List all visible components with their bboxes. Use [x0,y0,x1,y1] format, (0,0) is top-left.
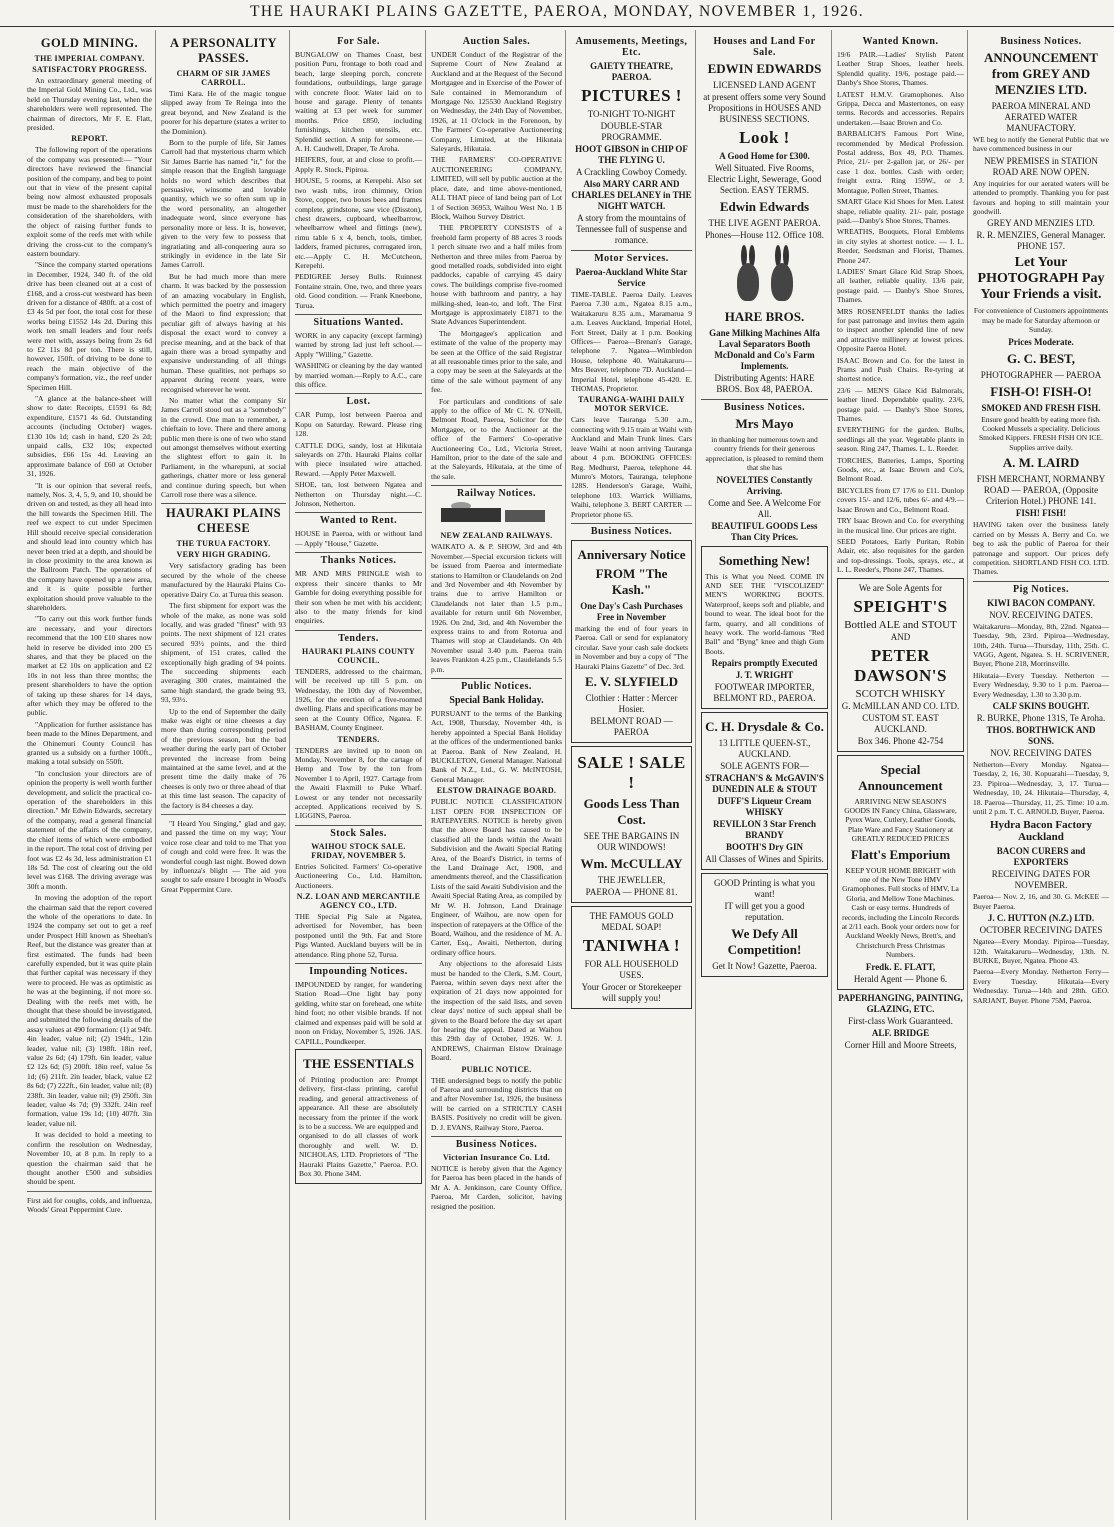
am-laird: A. M. LAIRD [1002,455,1080,471]
classified-ad: CATTLE DOG, sandy, lost at Hikutaia saleyards on 27th. Hauraki Plains collar with piece insulated wire attached. Reward. —Apply Peter Maxwell. [295,440,422,478]
drysdale-title: C. H. Drysdale & Co. [705,719,824,735]
classified-ad: BUNGALOW on Thames Coast, best position Puru, frontage to both road and beach, large sleeping porch, concrete foundations, outbuildings, large garage with concrete floor. Water laid on to house and garage. Plenty of tenants waiting at £3 per week for summer months. Price £850, including furnishings, kitchen utensils, etc. Splendid section. A snip for someone.—A. H. Caudwell, Draper, Te Aroha. [295,50,422,154]
nz-loan-title: N.Z. LOAN AND MERCANTILE AGENCY CO., LTD. [296,892,421,911]
column-gold-mining [24,30,156,1520]
film-1-desc: A Crackling Cowboy Comedy. [576,167,687,177]
photograph-title: Let Your PHOTOGRAPH Pay Your Friends a visit. [977,255,1105,303]
train-illustration [431,502,562,528]
public-notice: PURSUANT to the terms of the Banking Act, 1908, Thursday, November 4th, is hereby appointed a Special Bank Holiday at the offices of the undermentioned banks at Paeroa. Bank of New Zealand, H. BUCKLETON, General Manager. National Bank of N.Z., Ltd., G. W. McINTOSH, General Manager. [431,708,562,784]
tauranga-title: TAURANGA-WAIHI DAILY MOTOR SERVICE. [578,395,685,414]
public-notice: Any objections to the aforesaid Lists must be handed to the Clerk, S.M. Court, Paeroa, within seven days next after the expiration of 21 days now appointed for the inspection of the said lists, and seven clear days' notice of such appeal shall be given to the Board before the day set apart for hearing the appeal. Dated at Waihou this 29th day of October, 1926. W. J. ANDREWS, Chairman Elstow Drainage Board. [431,959,562,1063]
edwin-edwards-title: EDWIN EDWARDS [707,61,822,76]
for-sale-heading: For Sale. [337,36,380,47]
film-1: HOOT GIBSON in CHIP OF THE FLYING U. [575,144,688,165]
gc-best: G. C. BEST, [1006,350,1076,366]
hydra-dates: RECEIVING DATES FOR NOVEMBER. [991,869,1091,891]
hydra-schedule: Paeroa— Nov. 2, 16, and 30. G. McKEE — Buyer Paeroa. [973,892,1109,911]
paragraph: Born to the purple of life, Sir James Carroll had that mysterious charm which Sir James Barrie has named "it," for the simple reason that the English language holds no word which describes that persuasive, winsome and lovable quantity, which we so often sum up in the word personality, an altogether inadequate word, since everyone has personality more or less. It is, however, given to the very few to possess that ingratiating and all-conquering aura so strikingly in evidence in the late Sir James Carroll. [161,138,286,270]
box-phone: Box 346. Phone 42-754 [857,735,944,746]
mccullay-name: Wm. McCULLAY [580,855,683,871]
speights-title: SPEIGHT'S [853,596,948,616]
progress-subheading: SATISFACTORY PROGRESS. [32,65,147,74]
taniwha-box [571,906,692,1009]
sole-agents-for: We are Sole Agents for [858,582,943,593]
auction-notice: The Mortgagee's application and estimate of the value of the property may be seen at the Office of the said Registrar at all reasonable times prior to the sale, and a copy may be seen at the Saleyards at the time of the sale without payment of any fee. [431,328,562,395]
wanted-ad: LADIES' Smart Glace Kid Strap Shoes, all leather, reliable quality. 13/6 pair, postage paid. — Danby's Shoe Stores, Thames. [837,266,964,305]
wanted-rent-heading: Wanted to Rent. [295,512,422,526]
auction-notice: THE PROPERTY CONSISTS of a freehold farm property of 88 acres 3 roods 1 perch situate two and a half miles from Netherton and three miles from Paeroa by good metalled roads, subdivided into eight paddocks, capable of carrying 45 dairy cows. The buildings comprise five-roomed house with bathroom and pantry, a hay milking-shed, lean-to, and loft. The First Mortgage is approximately £1871 to the State Advances Superintendent. [431,223,562,327]
fish-text: Ensure good health by eating more fish. Cooked Mussels a speciality. Delicious Smoked Kippers. FRESH FISH ON ICE. Supplies arrive daily. [979,414,1103,452]
and-line: AND [890,631,911,642]
boots-text: This is What you Need. COME IN AND SEE THE "VISCOLIZED" MEN'S WORKING BOOTS. Waterproof, keeps soft and pliable, and bound to wear. The ideal boot for the farm, quarry, and all conditions of heavy work. The world-famous "Red Ball" and "Byng" knee and thigh Gum Boots. [705,571,824,656]
column-personality [158,30,290,1520]
classified-ad: TENDERS are invited up to noon on Monday, November 8, for the cartage of Hemp and Tow by the ton from November 1 to April, 1927. Cartage from the Awaiti Flaxmill to Puke Wharf. Lowest or any tender not necessarily accepted. Applications received by S. LIGGINS, Paeroa. [295,745,422,821]
column-auctions [428,30,566,1520]
wanted-known-heading: Wanted Known. [862,36,939,47]
classified-ad: MR AND MRS PRINGLE wish to express their sincere thanks to Mr Gamble for doing everything possible for their son when he met with his accident; also to the many friends for kind enquiries. [295,569,422,626]
hares-illustration [701,245,828,305]
wanted-ad: SMART Glace Kid Shoes for Men. Latest shape, reliable quality. 21/- pair, postage paid.—Danby's Shoe Stores, Thames. [837,197,964,225]
alf-bridge: ALF. BRIDGE [871,1027,930,1038]
paragraph: "In conclusion your directors are of opinion the property is well worth further development, and solicit the practical co-operation of the shareholders in this direction." Mr Edwin Edwards, secretary of the company, read a general financial statement of the affairs of the company, the chief items of which were embodied in the report. The total cost of driving per foot was £2 4s 3d, less administration £1 18s 5d. The cost of clearing out the old level was £168. The driving average was 30ft a month. [27,768,152,891]
prices-moderate: Prices Moderate. [1008,336,1074,347]
fish-o: FISH-O! FISH-O! [990,383,1092,399]
beautiful-goods: BEAUTIFUL GOODS Less Than City Prices. [711,520,818,542]
sale-title: SALE ! SALE ! [577,752,686,792]
public-notice-title: PUBLIC NOTICE. [461,1064,532,1074]
custom-street: CUSTOM ST. EAST AUCKLAND. [862,712,939,734]
film-2-desc: A story from the mountains of Tennessee full of suspense and romance. [576,213,687,245]
special-announcement: Special Announcement [858,761,943,793]
paragraph: "A glance at the balance-sheet will show to date: Receipts, £1591 6s 8d; expenditure, £1571 4s 6d. Outstanding accounts (including October) wages, £130 10s 1d; cash in hand, £20 2s 2d; unpaid calls, £32 10s; expected subsidies, £66 15s 4d. Leaving an approximate balance of £60 at October 31, 1926. [27,394,152,479]
elstow-title: ELSTOW DRAINAGE BOARD. [436,786,557,796]
sale-box [571,746,692,903]
slyfield-trades: Clothier : Hatter : Mercer Hosier. [585,692,678,714]
business-heading: Business Notices. [571,523,692,537]
classified-ad: Entries Solicited. Farmers' Co-operative Auctioneering Co., Ltd. Hamilton, Auctioneers. [295,861,422,890]
grading-subheading: VERY HIGH GRADING. [176,550,271,560]
hutton: J. C. HUTTON (N.Z.) LTD. [987,913,1095,924]
pictures-title: PICTURES ! [581,86,682,105]
sale-windows: SEE THE BARGAINS IN OUR WINDOWS! [583,830,680,852]
peppermint-poem: "I Heard You Singing," glad and gay, and passed the time on my way; Your voice rose clear and told to me That you of cough and cold were free. It was the wonderful cough last night. Bowed down by influenza's blight — The aid you sought to safe ensure I brought in Wood's Great Peppermint Cure. [161,819,286,894]
hutton-dates: OCTOBER RECEIVING DATES [979,925,1103,936]
classified-ad: TENDERS, addressed to the chairman, will be received up till 5 p.m. on Wednesday, the 10th day of November, 1926, for the erection of a five-roomed dwelling. Plans and specifications may be seen at the County Office, Ngatea. F. BASHAM, County Engineer. [295,666,422,733]
gaiety-theatre: GAIETY THEATRE, PAEROA. [590,61,673,82]
anniversary-text: marking the end of four years in Paeroa. Call or send for explanatory circular. Save your cash sale dockets in November and buy a copy of "The Hauraki Plains Gazette" of Dec. 3rd. [575,623,688,671]
paragraph: An extraordinary general meeting of the Imperial Gold Mining Co., Ltd., was held on Thursday evening last, when the shareholders were well represented. The chairman of directors, Mr F. E. Flatt, presided. [27,76,152,133]
photo-text: For convenience of Customers appointments may be made for Saturday afternoon or Sunday. [973,306,1109,335]
slyfield-address: BELMONT ROAD — PAEROA [590,715,673,737]
classified-ad: SHOE, tan, lost between Ngatea and Netherton on Thursday night.—C. Johnson, Netherton. [295,480,422,509]
paragraph: Up to the end of September the daily make was eight or nine cheeses a day more than during corresponding period of the previous season, but the bad weather during the early part of October prevented the increase from being maintained at the same level, and at the present time the daily make of 76 cheeses is only two or three ahead of that at this time last season. The capacity of the factory is 84 cheeses a day. [161,706,286,810]
classified-ad: CAR Pump, lost between Paeroa and Kopu on Saturday. Reward. Please ring 128. [295,410,422,439]
first-class: First-class Work Guaranteed. [848,1015,953,1026]
sole-agents: SOLE AGENTS FOR— [720,761,809,772]
timetable: TIME-TABLE. Paeroa Daily. Leaves Paeroa 7.30 a.m., Ngatea 8.15 a.m., Waitakaruru 8.35 a.m., Maramarua 9 a.m. Leaves Auckland, Imperial Hotel, Fort Street, Daily at 1 p.m. Booking Offices— Paeroa—Brenan's Garage, telephone 7. Ngatea—Wimbledon House, telephone 40. Waitakaruru—Mrs Beaver, telephone 7D. Auckland—Imperial Hotel, telephone 45-420. E. THOMAS, Proprietor. [571,290,692,394]
stock-sales-heading: Stock Sales. [295,825,422,839]
paragraph: "Since the company started operations in December, 1924, 340 ft. of the old drive has been cleaned out at a cost of £168, and a cross-cut westward has been driven for a distance of 480ft. at a cost of £3 4s 5d per foot, the total cost for these works being £1552 14s 2d. During this work ten small leaders and four reefs were met with, assays being from 2s 6d to £2 11s 8d per ton. There is still, however, 150ft. of driving to be done to reach the main objective of the company's formation, viz., the reef under Specimen Hill. [27,260,152,392]
new-premises: NEW PREMISES in STATION ROAD ARE NOW OPEN. [984,155,1098,177]
anniversary-box [571,540,692,743]
pig-notices-heading: Pig Notices. [973,581,1109,595]
flatts-emporium: Flatt's Emporium [850,846,951,862]
railway-heading: Railway Notices. [431,485,562,499]
wanted-ad: EVERYTHING for the garden. Bulbs, seedlings all the year. Vegetable plants in season. Ring 247, Thames. L. L. Reeder. [837,425,964,454]
free-purchases: One Day's Cash Purchases Free in November [580,600,683,622]
classified-ad: WORK in any capacity (except farming) wanted by strong lad just left school.—Apply "Willing," Gazette. [295,330,422,359]
defy-competition: We Defy All Competition! [727,926,802,958]
mayo-text: in thanking her numerous town and country friends for their generous appreciation, is pleased to remind them that she has [705,435,824,473]
classified-ad: HOUSE in Paeroa, with or without land — Apply "House," Gazette. [295,529,422,548]
fish-fish: FISH! FISH! [1015,508,1067,519]
paragraph: Timi Kara. He of the magic tongue slipped away from Te Reinga into the great beyond, and New Zealand is the poorer for his departure (states a writer to the Dominion). [161,89,286,136]
public-notice: THE undersigned begs to notify the public of Paeroa and surrounding districts that on and after November 1st, 1926, the business will be carried on a STRICTLY CASH BASIS. Positively no credit will be given. D. J. EVANS, Railway Store, Paeroa. [431,1075,562,1132]
turua-subheading: THE TURUA FACTORY. [176,539,271,549]
get-it-now: Get It Now! Gazette, Paeroa. [712,961,817,972]
come-and-see: Come and See. A Welcome For All. [708,497,821,519]
grey-menzies-sign: GREY AND MENZIES LTD. [987,218,1095,229]
report-subheading: REPORT. [71,134,108,144]
divider [27,1191,152,1192]
tenders-title: TENDERS. [337,734,380,744]
paragraph: The following report of the operations of the company was presented:— "Your directors have reviewed the financial position of the company, and beg to point out that in view of the present capital being now almost exhausted proposals must be made to the shareholders for the consideration of the shareholders, with the object of raising further funds to exploit some of the reefs met with while driving the cross-cut to the company's eastern boundary. [27,145,152,258]
land-agent: LICENSED LAND AGENT [713,80,816,90]
speights-box [837,578,964,752]
anniversary-title: Anniversary Notice [577,546,686,562]
business-notice: NOTICE is hereby given that the Agency for Paeroa has been placed in the hands of Mr A. A. Jenkinson, care County Office, Paeroa, Mr Carden, solicitor, having resigned the position. [431,1164,562,1211]
duffs: DUFF'S Liqueur Cream WHISKY [717,796,812,818]
thanks-heading: Thanks Notices. [295,552,422,566]
flatt-box [837,755,964,990]
auction-notice: For particulars and conditions of sale apply to the office of Mr C. N. O'Neill, Belmont Road, Paeroa, Solicitor for the Mortgagee, or to the Auctioneer at the office of the Farmers' Co-operative Auctioneering Co., Ltd., Victoria Street, Hamilton, prior to the date of the sale and at the Saleyards, Hikutaia, at the time of the sale. [431,396,562,481]
household-line: FOR ALL HOUSEHOLD USES. [584,958,679,980]
good-printing: GOOD Printing is what you want! [714,878,815,900]
grocer-line: Your Grocer or Storekeeper will supply you! [581,981,682,1003]
classified-ad: IMPOUNDED by ranger, for wandering Station Road—One light bay pony gelding, white star on forehead, one white hind foot; no other visible brands. If not claimed and expenses paid will be sold at noon on Friday, November 5, 1926. JAS. CAPILL, Poundkeeper. [295,980,422,1046]
borthwick-schedule: Netherton—Every Monday. Ngatea—Tuesday, 2, 16, 30. Kopuarahi—Tuesday, 9, 23. Pipiroa—Wednesday, 3, 17. Turua—Wednesday, 10, 24. Hikutaia—Thursday, 4, 18. Paeroa—Thursday, 11, 25. Time: 10 a.m. until 2 p.m. T. C. ARNOLD, Buyer, Paeroa. [973,759,1109,816]
white-star-title: Paeroa-Auckland White Star Service [575,267,688,288]
mrs-mayo-title: Mrs Mayo [735,416,794,431]
bank-holiday-title: Special Bank Holiday. [449,694,544,706]
gramophone-text: KEEP YOUR HOME BRIGHT with one of the New Tone HMV Gramophones. Full stocks of HMV, La Gloria, and Mellow Tone Machines. Cash or easy terms. Hundreds of records, including the Lincoln Records at 2/11 each. Book your orders now for Auckland Weekly News, Brett's, and Christchurch Press Christmas Numbers. [841,865,960,960]
home-details: Well Situated. Five Rooms, Electric Light, Sewerage, Good Section. EASY TERMS. [707,163,822,195]
nz-railways-title: NEW ZEALAND RAILWAYS. [440,531,553,541]
wanted-ad: TORCHES, Batteries, Lamps, Sporting Goods, etc., at Isaac Brown and Co's, Belmont Road. [837,455,964,484]
masthead: THE HAURAKI PLAINS GAZETTE, PAEROA, MONDAY, NOVEMBER 1, 1926. [0,0,1114,27]
kiwi-schedule: Waitakaruru—Monday, 8th, 22nd. Ngatea—Tuesday, 9th, 23rd. Pipiroa—Wednesday, 10th, 24th. Turua—Thursday, 11th, 25th. C. VAGG, Agent, Ngatea. S. H. SCRIVENER, Buyer, Phone 218, Morrinsville. [973,621,1109,669]
classified-ad: PEDIGREE Jersey Bulls. Ruinnest Fontaine strain. One, two, and three years old. Good condition. — Frank Kneebone, Turua. [295,272,422,310]
paragraph: No matter what the company Sir James Carroll stood out as a "somebody" in the crowd. One man to remember, a chieftain to love. There and there among public men there is one of two who stand out amongst themselves without exerting the slightest effort to gain it. In Parliament, in the wharepuni, at social gatherings, chatter more or less general and continue during speech, but when Carroll rose there was a silence. [161,396,286,500]
flatt-name: Fredk. E. FLATT, [865,961,936,972]
dawsons-title: PETER DAWSON'S [854,645,947,685]
programme-line: DOUBLE-STAR PROGRAMME. [600,121,663,142]
printing-box [701,873,828,977]
kiwi-schedule-2: Hikutaia—Every Tuesday. Netherton — Every Wednesday, 9.30 to 1 p.m. Paeroa—Every Wednesday, 1.30 to 3.30 p.m. [973,670,1109,699]
taniwha-title: TANIWHA ! [582,935,681,955]
amusements-heading: Amusements, Meetings, Etc. [575,36,688,58]
classified-ad: HOUSE, 5 rooms, at Kerepehi. Also set two wash tubs, iron chimney, Orion Stove, copper, two boxes bees and frames complete, grindstone, saw vice (Disston), chest drawers, cupboard, wheelbarrow, wheelbarrow wheel and fittings (new), rimu table 6 x 4, bench, tools, timber, ladders, framed pictures, corrugated iron, etc.—Apply C. H. McCutcheon, Kerepehi. [295,176,422,270]
herald-agent: Herald Agent — Phone 6. [853,973,948,984]
borthwick: THOS. BORTHWICK AND SONS. [986,724,1096,746]
classified-ad: HEIFERS, four, at and close to profit.—Apply R. Stock, Pipiroa. [295,155,422,174]
essentials-title: THE ESSENTIALS [303,1055,414,1071]
novelties: NOVELTIES Constantly Arriving. [716,474,813,496]
hutton-schedule-2: Paeroa—Every Monday. Netherton Ferry—Every Tuesday. Hikutaia—Every Wednesday. Turua—14th and 28th. GEO. SARJANT, Buyer. Phone 75M, Paeroa. [973,967,1109,1005]
wright-box [701,546,828,710]
paragraph: It was decided to hold a meeting to confirm the resolution on Wednesday, November 10, at 8 p.m. In reply to a question the chairman said that he thought another £500 and subsidies should be spent. [27,1130,152,1187]
aerated-water: PAEROA MINERAL AND AERATED WATER MANUFACTORY. [991,101,1091,133]
hare-products: Gane Milking Machines Alfa Laval Separators Booth McDonald and Co's Farm Implements. [709,328,820,371]
business-heading: Business Notices. [1000,36,1082,47]
good-home: A Good Home for £300. [719,151,810,161]
cheese-heading: HAURAKI PLAINS CHEESE [161,503,286,536]
propositions: at present offers some very Sound Propositions in HOUSES AND BUSINESS SECTIONS. [703,92,826,124]
lost-heading: Lost. [295,393,422,407]
printing-ad-box [295,1049,422,1184]
photographer: PHOTOGRAPHER — PAEROA [980,369,1102,380]
tonight-line: TO-NIGHT TO-NIGHT [587,109,676,119]
wright-address: FOOTWEAR IMPORTER, BELMONT RD., PAEROA. [713,682,816,704]
peppermint-cure-ad: First aid for coughs, colds, and influenza, Woods' Great Peppermint Cure. [27,1195,152,1215]
look-title: Look ! [739,128,790,147]
waihou-sale-title: WAIHOU STOCK SALE. FRIDAY, NOVEMBER 5. [311,841,406,860]
slyfield-name: E. V. SLYFIELD [585,673,678,689]
wright-name: J. T. WRIGHT [735,670,794,681]
drysdale-box [701,712,828,870]
bacon-curers: BACON CURERS and EXPORTERS [996,846,1086,868]
column-land [698,30,832,1520]
paperhanging: PAPERHANGING, PAINTING, GLAZING, ETC. [838,992,963,1014]
wines: All Classes of Wines and Spirits. [705,854,824,865]
column-classifieds [292,30,426,1520]
scotch-whisky: SCOTCH WHISKY [855,687,946,700]
jeweller-phone: PAEROA — PHONE 81. [585,886,678,897]
ale-stout: Bottled ALE and STOUT [844,618,957,631]
borthwick-dates: NOV. RECEIVING DATES [990,747,1092,758]
wanted-ad: BARBALICH'S Famous Port Wine, recommended by Medical Profession. Postal address, Box 49, P.O. Thames. Price, 21/- per 2-gallon jar, or 26/- per case 1 doz. bottles. Cash with order; freight extra. Ring 159W., or J. Montague, Pollen Street, Thames. [837,129,964,195]
imperial-company-subheading: THE IMPERIAL COMPANY. [34,54,145,63]
wanted-ad: WREATHS, Bouquets, Floral Emblems in city styles at shortest notice. — I. L. Reeder, Seedsman and Florist, Thames. Phone 247. [837,227,964,265]
paragraph: Very satisfactory grading has been secured by the whole of the cheese manufactured by the Hauraki Plains Co-operative Dairy Co. at Turua this season. [161,561,286,599]
grey-menzies-announcement: ANNOUNCEMENT from GREY AND MENZIES LTD. [983,50,1099,97]
gold-mining-heading: GOLD MINING. [40,36,139,50]
notify-text: WE beg to notify the General Public that we have commenced business in our [973,135,1109,154]
column-wanted [834,30,968,1520]
edwin-edwards-name: Edwin Edwards [719,199,810,214]
business-heading: Business Notices. [431,1136,562,1150]
carroll-subheading: CHARM OF SIR JAMES CARROLL. [176,69,271,87]
victorian-insurance-title: Victorian Insurance Co. Ltd. [443,1153,550,1163]
strachans: STRACHAN'S & McGAVIN'S DUNEDIN ALE & STOUT [705,773,824,795]
drysdale-address: 13 LITTLE QUEEN-ST., AUCKLAND. [718,738,811,760]
corner-streets: Corner Hill and Moore Streets, [844,1039,957,1050]
wanted-ad: MRS ROSENFELDT thanks the ladies for past patronage and invites them again to inspect another splendid line of new and attractive millinery at lowest prices. Opposite Paeroa Hotel. [837,306,964,354]
soap-line: THE FAMOUS GOLD MEDAL SOAP! [589,910,674,932]
business-heading: Business Notices. [701,399,828,413]
impounding-heading: Impounding Notices. [295,963,422,977]
public-notices-heading: Public Notices. [431,678,562,692]
situations-heading: Situations Wanted. [295,314,422,328]
jeweller: THE JEWELLER, [597,874,666,885]
timetable: Cars leave Tauranga 5.30 a.m., connecting with 9.15 train at Waihi with Auckland and Main Trunk lines. Cars leave Waihi at noon arriving Tauranga about 4 p.m. BOOKING OFFICES: Reg. Medhurst, Paeroa, telephone 44. Munro's Motors, Tauranga, telephone 128S. Henderson's Garage, Waihi, telephone 103. Warrick Williams, Waihi, telephone 3. BERT CARTER — Proprietor phone 65. [571,415,692,519]
kiwi-dates: NOV. RECEIVING DATES. [989,609,1093,620]
kiwi-bacon: KIWI BACON COMPANY. [987,597,1095,608]
hare-agents: Distributing Agents: HARE BROS. Box 48, PAEROA. [714,373,815,394]
burke: R. BURKE, Phone 131S, Te Aroha. [976,712,1106,723]
paragraph: The first shipment for export was the whole of the make, as none was sold locally, and was graded "finest" with 93 points. The next shipment of 121 crates secured 93½ points, and the third shipment, of 151 crates, called the exceptionally high grading of 94 points. The succeeding shipments each averaging 300 crates, maintained the same high standard, the grade being 93, 93, 93½. [161,601,286,705]
inquiries-text: Any inquiries for our aerated waters will be attended to promptly. Thanking you for past favours and hoping to still maintain your goodwill. [973,178,1109,217]
classified-ad: THE Special Pig Sale at Ngatea, advertised for November, has been postponed until the 9th. Fat and Store Pigs Wanted. Auckland buyers will be in attendance. Ring phone 52, Turua. [295,912,422,959]
hare-bros-title: HARE BROS. [724,309,805,324]
fish-merchant: FISH MERCHANT, NORMANBY ROAD — PAEROA, (Opposite Criterion Hotel.) PHONE 141. [976,474,1106,507]
auction-notice: UNDER Conduct of the Registrar of the Supreme Court of New Zealand at Auckland and at the Request of the Second Mortgagee and in Exercise of the Power of Sale contained in Memorandum of Mortgage No. 125530 Auckland Registry on Wednesday, the 24th Day of November, 1926, at 11 O'clock in the Forenoon, by The Farmers' Co-operative Auctioneering Company, Limited, at the Hikutaia Saleyards, Hikutaia. [431,50,562,154]
wanted-ad: 19/6 PAIR.—Ladies' Stylish Patent Leather Strap Shoes, leather heels. Splendid quality. 19/6, postage paid.—Danby's Shoe Stores, Thames. [837,50,964,88]
tenders-heading: Tenders. [295,630,422,644]
hydra-bacon: Hydra Bacon Factory Auckland [989,819,1093,844]
kash-title: FROM "The Kash." [595,565,668,597]
calf-skins: CALF SKINS BOUGHT. [992,700,1090,711]
film-2: Also MARY CARR AND CHARLES DELANEY in THE NIGHT WATCH. [571,179,692,211]
personality-heading: A PERSONALITY PASSES. [170,36,277,65]
column-amusements [568,30,696,1520]
shortland-text: HAVING taken over the business lately carried on by Messrs A. Berry and Co. we beg to ask the public of Paeroa for their patronage and support. Our prices defy competition. SHORTLAND FISH CO. LTD. Thames. [973,520,1109,577]
arriving-text: ARRIVING NEW SEASON'S GOODS IN Fancy China, Glassware, Pyrex Ware, Cutlery, Leather Goods, Plate Ware and Fancy Stationery at GREATLY REDUCED PRICES [844,796,957,844]
mcmillan-name: G. McMILLAN AND CO. LTD. [841,700,960,711]
wanted-ad: TRY Isaac Brown and Co. for everything in the musical line. Our prices are right. [837,516,964,535]
booths: BOOTH'S Dry GIN [725,842,803,853]
reputation: IT will get you a good reputation. [724,901,805,923]
paragraph: In moving the adoption of the report the chairman said that the report covered the whole of the operations to date. In 1924 the company set out to get a reef under Prospect Hill known as Sheehan's Reef, but the distance was greater than at first estimated. The funds had been carefully expended, but it was quite plain that further capital was necessary if they were to proceed. He was as optimistic as he was at the beginning, if not more so. Dealing with the reefs met with, he thought that these should be investigated, and submitted the following details of the assay values at 490 formation: (1) at 94ft. 4in leader, value nil; (2) 194ft., 12in leader, value nil; (3) 198ft. 18in reef, value 2s 6d; (4) 179ft. 6in leader, value £2 12s 6d; (5) 200ft. 18in reef, value 5s 1d; (6) 211ft. 2in leader, black, value £2 8s 6d; (7) 222ft., 6in leader, value nil; (8) 238ft. 3in leader, value nil; (9) 250ft. 3in leader, value 4s 7d; (9) 332ft. 24in reef formation, value 19s 1d; (10) 407ft. 3in leader, value nil. [27,893,152,1128]
hutton-schedule: Ngatea—Every Monday. Pipiroa—Tuesday, 12th. Waitakaruru—Wednesday, 13th. N. BURKE, Buyer, Ngatea. Phone 43. [973,937,1109,966]
paragraph: "It is our opinion that several reefs, namely, Nos. 3, 4, 5, 9, and 10, should be driven on and tested, as they all head into the hill towards the Specimen Hill. The reef we expect to cut under Specimen Hill should receive special consideration and should lead into country which has never been tried at a depth, and should be in close proximity to the area known as the Ballroom Patch. The operations of the company have opened up a new area, and it is quite possible further exploitation should prove valuable to the shareholders. [27,480,152,612]
houses-land-heading: Houses and Land For Sale. [713,36,816,58]
menzies-manager: R. R. MENZIES, General Manager. PHONE 157. [976,230,1106,252]
paragraph: "Application for further assistance has been made to the Mines Department, and the Ohinemuri County Council has granted us a subsidy on a further 100ft., making a total subsidy on 550ft. [27,719,152,767]
motor-heading: Motor Services. [571,250,692,264]
revillon: REVILLON 3 Star French BRANDY [713,819,816,841]
classified-ad: of Printing production are: Prompt delivery, first-class printing, careful reading, and general attractiveness of appearance. All these are absolutely necessary from the printer if the work is to be a success. We are equipped and organised to do all classes of work thoroughly and well. W. D. NICHOLAS, LTD. Proprietors of "The Hauraki Plains Gazette," Paeroa. P.O. Box 30. Phone 34M. [299,1074,418,1178]
divider [161,814,286,815]
wanted-ad: SEED Potatoes, Early Puritan, Robin Adair, etc. also requisites for the garden and top-dressings. Tools, sprays, etc., at L. L. Reeder's, Phone 247, Thames. [837,536,964,575]
agent-phones: Phones—House 112. Office 108. [705,230,824,240]
county-council-title: HAURAKI PLAINS COUNTY COUNCIL. [302,646,415,665]
paragraph: "To carry out this work further funds are necessary, and your directors recommend that the 100 £10 shares now held in reserve be divided into 200 £5 shares, and that they be placed on the market at £2 10s on application and £2 10s in not less than three months; the present shareholders to have the option of taking up these shares for 14 days, after which they may be offered to the public. [27,614,152,718]
auction-notice: THE FARMERS' CO-OPERATIVE AUCTIONEERING COMPANY, LIMITED, will sell by public auction at the place, date, and time above-mentioned, ALL THAT piece of land being part of Lot 1 of Section 36953, Waihou West No. 1 B Block, Waihou Survey District. [431,155,562,221]
column-business [970,30,1112,1520]
wanted-ad: BICYCLES from £7 17/6 to £11. Dunlop covers 15/- and 12/6, tubes 6/- and 4/9.—Isaac Brown and Co., Belmont Road. [837,485,964,514]
wanted-ad: ISAAC Brown and Co. for the latest in Prams and Push Chairs. Re-tyring at shortest notice. [837,355,964,384]
wanted-ad: LATEST H.M.V. Gramophones. Also Grippa, Decca and Mastertones, on easy terms. Records and accessories. Repairs undertaken.—Isaac Brown and Co. [837,89,964,127]
classified-ad: WASHING or cleaning by the day wanted by married woman.—Reply to A.C., care this office. [295,361,422,389]
sale-subtitle: Goods Less Than Cost. [583,795,680,827]
something-new: Something New! [718,552,811,568]
railway-notice: WAIKATO A. & P. SHOW, 3rd and 4th November.—Special excursion tickets will be issued from Paeroa and intermediate stations to Hamilton or Claudelands on 2nd and 3rd November and 4th November by trains due to arrive Hamilton or Claudelands not later than 1.5 p.m., available for return until 6th November, 1926. On 2nd, 3rd, and 4th November the express trains to and from Rotorua and Thames will stop at Claudelands. On 4th November usual 3.40 p.m. Paeroa train leaves Frankton 4.25 p.m., Claudelands 5.5 p.m. [431,542,562,674]
smoked-fish: SMOKED AND FRESH FISH. [981,402,1101,413]
live-agent: THE LIVE AGENT PAEROA. [708,218,821,228]
public-notice: PUBLIC NOTICE CLASSIFICATION LIST OPEN FOR INSPECTION OF RATEPAYERS. NOTICE is hereby given that the above Board has caused to be classified all the lands within the Awaiti Subdivision and the Awaiti Special Rating Area, of the Board's District, in terms of the Land Drainage Act, 1908, and amendments thereof, and the Classification Lists of the said Awaiti Subdivision and the Awaiti Special Rating Area, as compiled by Mr W. H. Johnson, Land Drainage Engineer, of Waihou, are now open for inspection of ratepayers at the Office of the Board, Waihou, and the residence of M. A. Carter, Esq., Awaiti, Netherton, during ordinary office hours. [431,797,562,957]
paragraph: But he had much more than mere charm. It was backed by the possession of an amazing vocabulary in English, which permitted the poetry and imagery of the Maori to find expression; that peculiar gift of always having at his disposal the exact word to convey a precise meaning, and at the back of that again there was a broad sympathy and expansive understanding of all things human. These qualities, not perhaps so apparent during recent years, were recognised wherever he went. [161,271,286,394]
repairs: Repairs promptly Executed [711,658,818,669]
wanted-ad: 23/6 — MEN'S Glace Kid Balmorals, leather lined. Dependable quality. 23/6, postage paid. — Danby's Shoe Stores, Thames. [837,385,964,424]
auction-heading: Auction Sales. [462,36,531,47]
